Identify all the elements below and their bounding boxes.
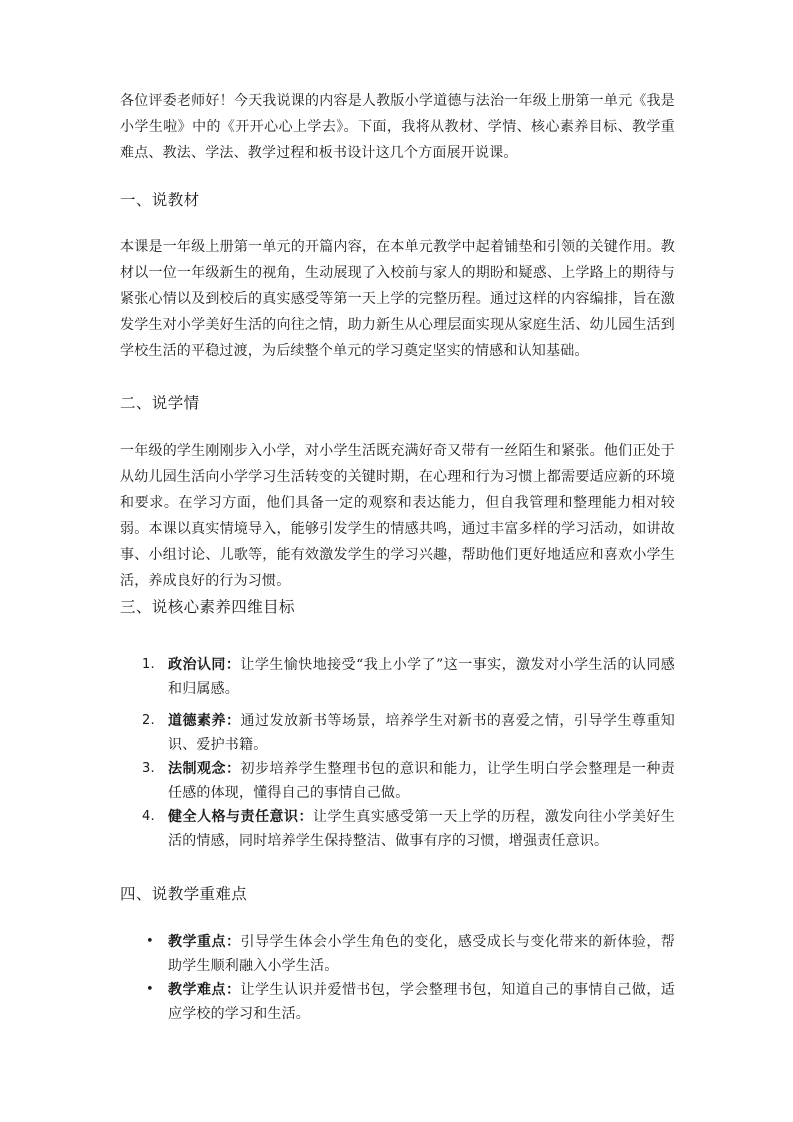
goals-list: [120, 653, 675, 853]
bullet-icon: •: [146, 934, 154, 949]
item-text: 引导学生体会小学生角色的变化，感受成长与变化带来的新体验，帮助学生顺利融入小学生活。: [168, 934, 676, 974]
item-text: 让学生真实感受第一天上学的历程，激发向往小学美好生活的情感，同时培养学生保持整洁、做事有序的习惯，增强责任意识。: [168, 809, 676, 849]
item-text: 让学生认识并爱惜书包，学会整理书包，知道自己的事情自己做，适应学校的学习和生活。: [168, 982, 676, 1022]
list-number: 1.: [142, 657, 155, 672]
key-points-list: [120, 930, 675, 1026]
list-item: [120, 709, 675, 757]
item-label: 教学难点：: [168, 982, 241, 998]
list-number: 3.: [142, 761, 155, 776]
section-heading-goals: 三、说核心素养四维目标: [120, 598, 295, 616]
item-label: 健全人格与责任意识：: [168, 809, 313, 825]
item-text: 通过发放新书等场景，培养学生对新书的喜爱之情，引导学生尊重知识、爱护书籍。: [168, 713, 676, 753]
textbook-paragraph: 本课是一年级上册第一单元的开篇内容，在本单元教学中起着铺垫和引领的关键作用。教材以一位一年级新生的视角，生动展现了入校前与家人的期盼和疑惑、上学路上的期待与紧张心情以及到校后的真实感受等第一天上学的完整历程。通过这样的内容编排，旨在激发学生对小学美好生活的向往之情，助力新生从心理层面实现从家庭生活、幼儿园生活到学校生活的平稳过渡，为后续整个单元的学习奠定坚实的情感和认知基础。: [120, 239, 675, 359]
item-label: 道德素养：: [168, 713, 241, 729]
section-heading-key-points: 四、说教学重难点: [120, 885, 248, 903]
item-text: 初步培养学生整理书包的意识和能力，让学生明白学会整理是一种责任感的体现，懂得自己的事情自己做。: [168, 761, 676, 801]
list-item: [120, 978, 675, 1026]
item-text: 让学生愉快地接受“我上小学了”这一事实，激发对小学生活的认同感和归属感。: [168, 657, 676, 697]
item-label: 法制观念：: [168, 761, 241, 777]
list-item: [120, 653, 675, 701]
item-label: 教学重点：: [168, 934, 241, 950]
item-label: 政治认同：: [168, 657, 241, 673]
list-item: [120, 805, 675, 853]
list-number: 4.: [142, 809, 155, 824]
section-heading-textbook: 一、说教材: [120, 191, 200, 209]
intro-paragraph: 各位评委老师好！今天我说课的内容是人教版小学道德与法治一年级上册第一单元《我是小学生啦》中的《开开心心上学去》。下面，我将从教材、学情、核心素养目标、教学重难点、教法、学法、教学过程和板书设计这几个方面展开说课。: [120, 93, 675, 161]
list-item: [120, 930, 675, 978]
bullet-icon: •: [146, 982, 154, 997]
section-heading-learners: 二、说学情: [120, 394, 200, 412]
learners-paragraph: 一年级的学生刚刚步入小学，对小学生活既充满好奇又带有一丝陌生和紧张。他们正处于从幼儿园生活向小学学习生活转变的关键时期，在心理和行为习惯上都需要适应新的环境和要求。在学习方面，他们具备一定的观察和表达能力，但自我管理和整理能力相对较弱。本课以真实情境导入，能够引发学生的情感共鸣，通过丰富多样的学习活动，如讲故事、小组讨论、儿歌等，能有效激发学生的学习兴趣，帮助他们更好地适应和喜欢小学生活，养成良好的行为习惯。: [120, 443, 675, 589]
list-item: [120, 757, 675, 805]
list-number: 2.: [142, 713, 155, 728]
